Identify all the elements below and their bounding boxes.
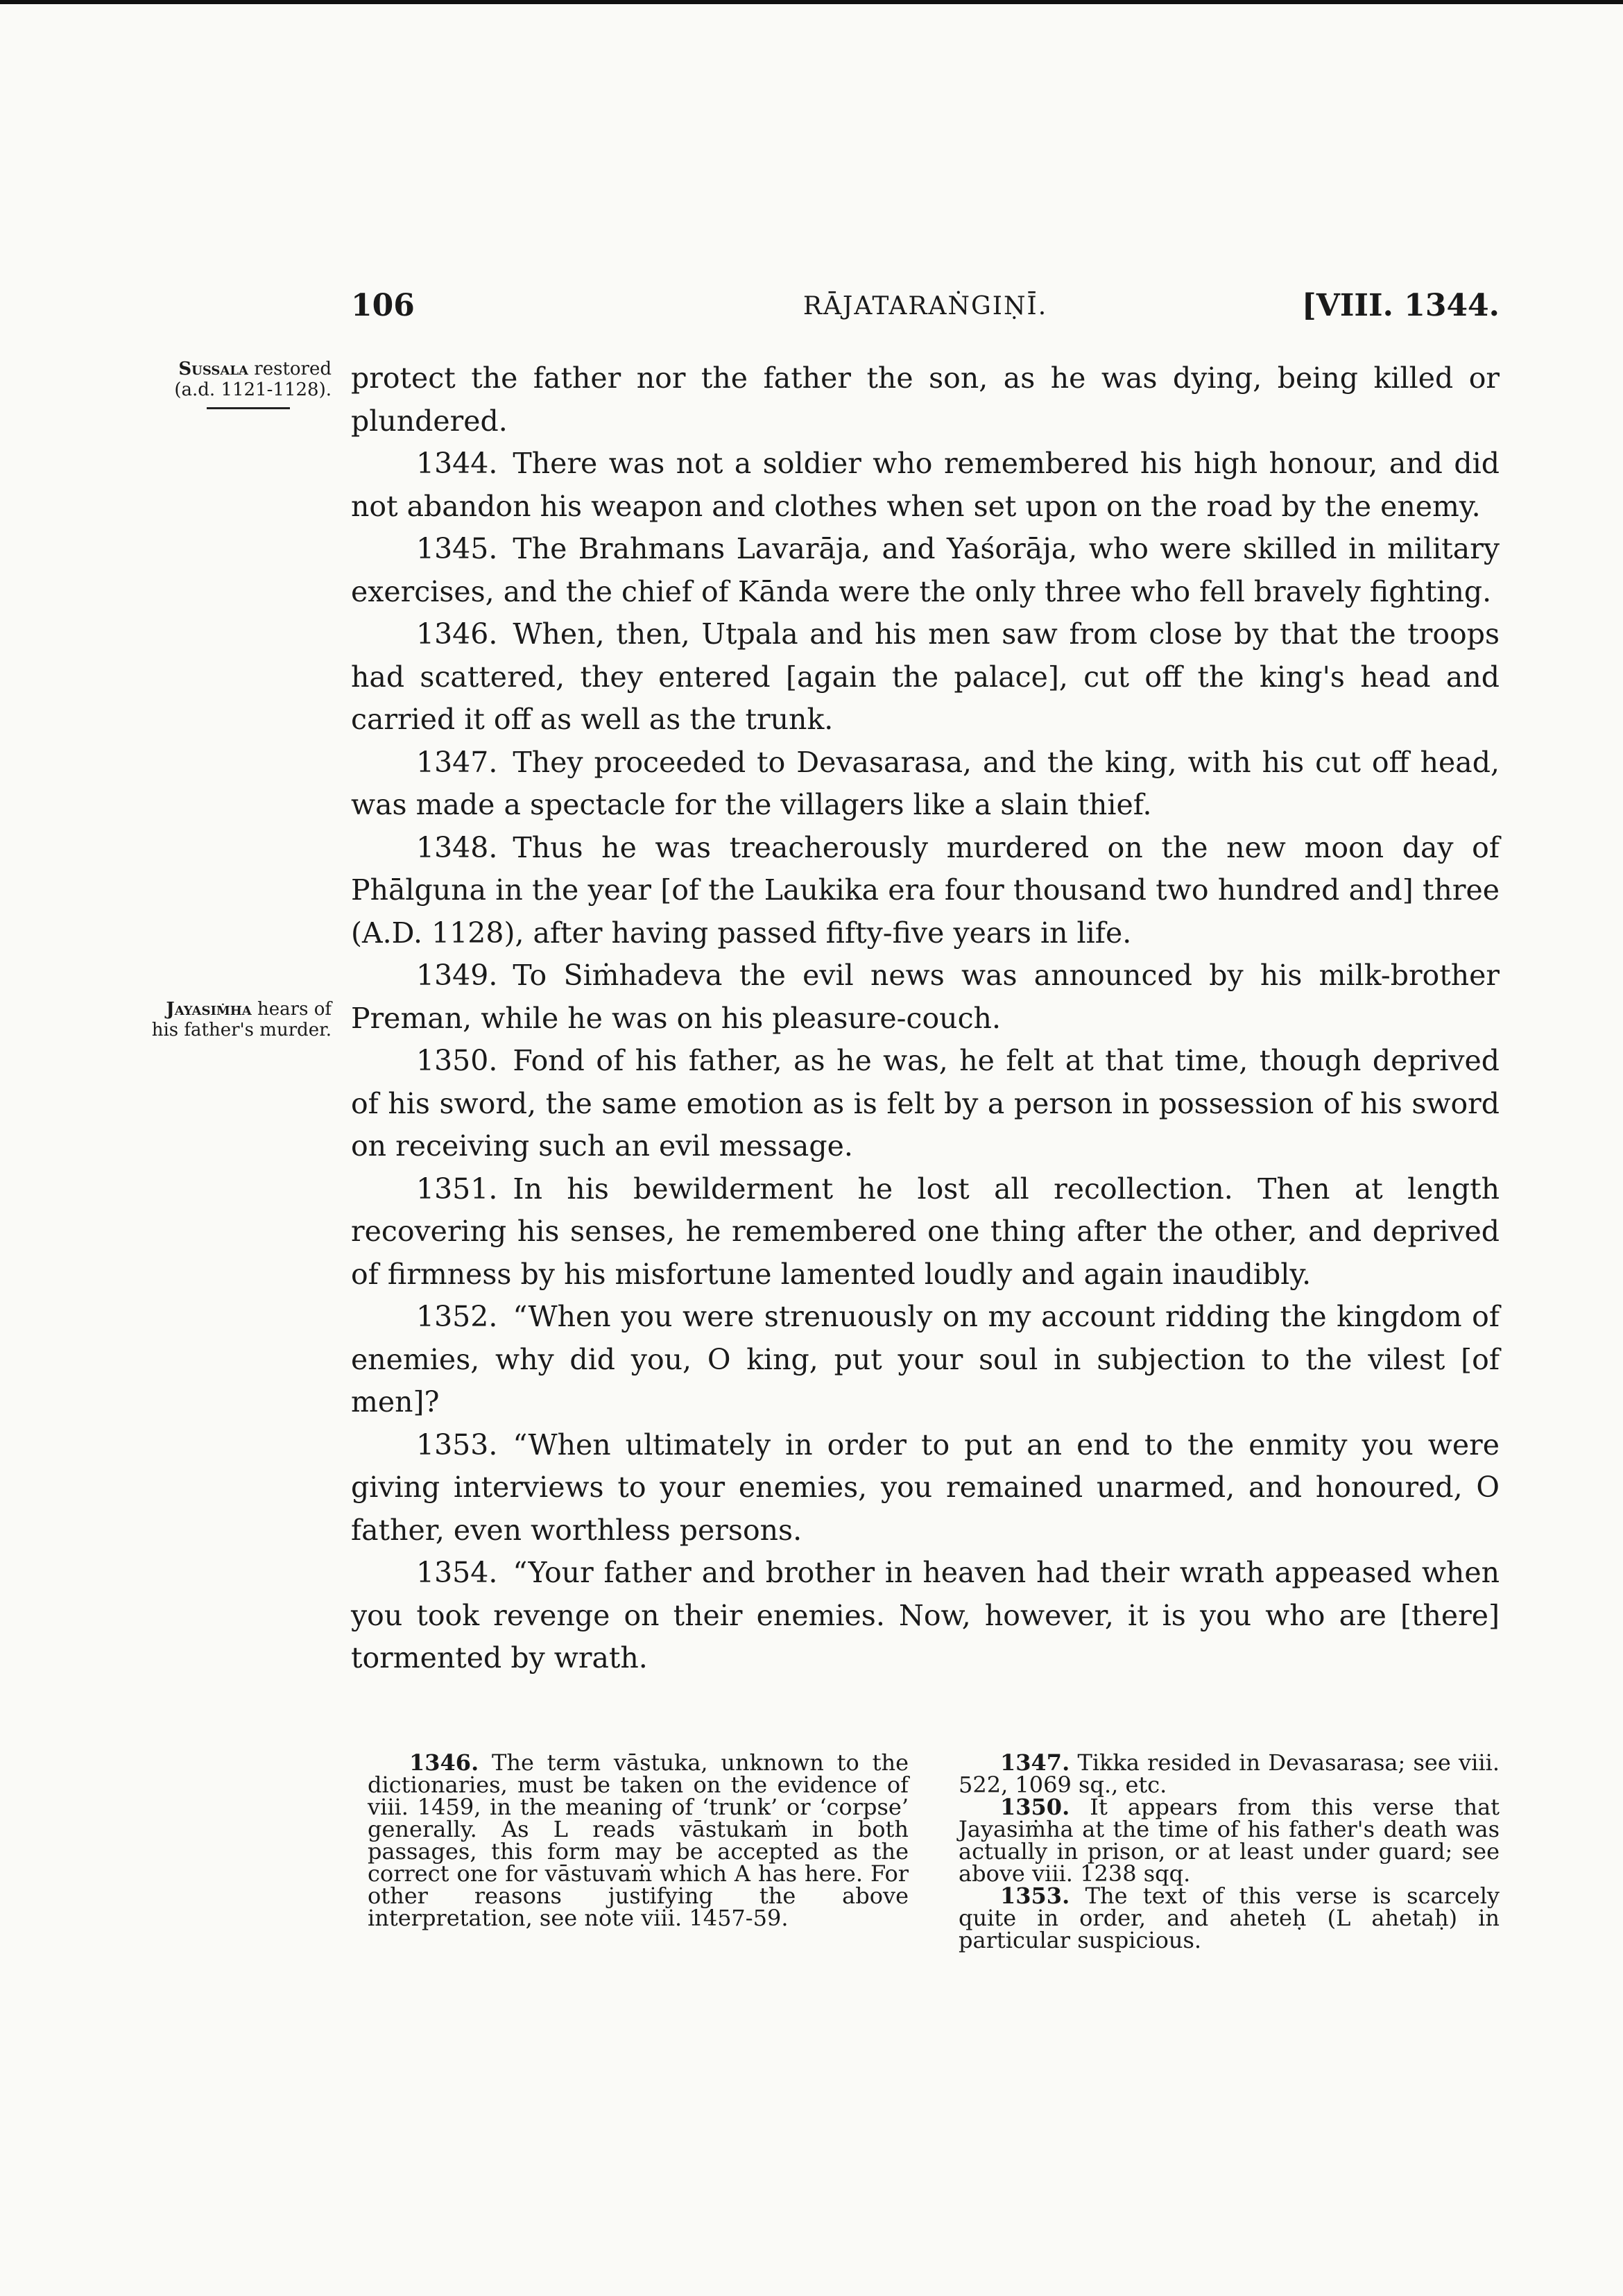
margin-note-jayasimha [117, 999, 332, 1040]
verse-number: 1349. [416, 959, 498, 992]
verse-number: 1353. [416, 1428, 498, 1462]
verse-text: The Brahmans Lavarāja, and Yaśorāja, who were skilled in military exercises, and the chief of Kānda were the only three who fell bravely fighting. [351, 532, 1500, 608]
verse-number: 1354. [416, 1556, 498, 1589]
footnote-text: The term vāstuka, unknown to the dictionaries, must be taken on the evidence of viii. 1459, in the meaning of ‘trunk’ or ‘corpse’ generally. As L reads vāstukaṁ in both passages, this form may be accepted as the correct one for vāstuvaṁ which A has here. For other reasons justifying the above interpretation, see note viii. 1457-59. [368, 1749, 909, 1931]
verse-number: 1352. [416, 1300, 498, 1333]
verse-1351 [351, 1168, 1500, 1296]
verse-number: 1347. [416, 745, 498, 779]
verse-1354 [351, 1552, 1500, 1680]
section-reference: [VIII. 1344. [1301, 288, 1500, 323]
verse-1347 [351, 742, 1500, 827]
footnote-number: 1353. [1000, 1883, 1070, 1909]
verse-number: 1344. [416, 447, 498, 480]
footnote-1346 [368, 1751, 909, 1929]
verse-text: “When you were strenuously on my account ridding the kingdom of enemies, why did you, O king, put your soul in subjection to the vilest [of men]? [351, 1300, 1500, 1419]
footnote-text: The text of this verse is scarcely quite in order, and aheteḥ (L ahetaḥ) in particular suspicious. [959, 1883, 1500, 1953]
verse-text: There was not a soldier who remembered his high honour, and did not abandon his weapon and clothes when set upon on the road by the enemy. [351, 447, 1500, 523]
margin-note-text: hears of [251, 999, 332, 1020]
footnote-1353 [959, 1885, 1500, 1951]
main-text-body [351, 357, 1500, 1680]
verse-number: 1348. [416, 830, 498, 864]
footnotes [368, 1751, 1500, 1951]
verse-number: 1345. [416, 532, 498, 565]
footnote-1350 [959, 1796, 1500, 1885]
verse-text: To Siṁhadeva the evil news was announced by his milk-brother Preman, while he was on his pleasure-couch. [351, 959, 1500, 1035]
footnote-number: 1347. [1000, 1749, 1070, 1776]
verse-text: Fond of his father, as he was, he felt at that time, though deprived of his sword, the same emotion as is felt by a person in possession of his sword on receiving such an evil message. [351, 1044, 1500, 1163]
running-title: RĀJATARAṄGIṆĪ. [802, 292, 1048, 320]
page-number: 106 [351, 288, 415, 323]
verse-number: 1350. [416, 1044, 498, 1077]
footnote-number: 1346. [409, 1749, 479, 1776]
footnote-1347 [959, 1751, 1500, 1796]
verse-text: They proceeded to Devasarasa, and the king, with his cut off head, was made a spectacle for the villagers like a slain thief. [351, 745, 1500, 821]
page-header [351, 288, 1500, 329]
verse-text: When, then, Utpala and his men saw from close by that the troops had scattered, they entered [again the palace], cut off the king's head and carried it off as well as the trunk. [351, 617, 1500, 736]
verse-1349 [351, 954, 1500, 1040]
footnote-column-right [959, 1751, 1500, 1951]
margin-note-sussala [117, 359, 332, 409]
verse-text: “Your father and brother in heaven had their wrath appeased when you took revenge on their enemies. Now, however, it is you who are [there] tormented by wrath. [351, 1556, 1500, 1674]
verse-number: 1351. [416, 1172, 498, 1206]
verse-1348 [351, 827, 1500, 955]
footnote-number: 1350. [1000, 1794, 1070, 1820]
verse-number: 1346. [416, 617, 498, 651]
margin-note-line2: his father's murder. [151, 1020, 332, 1040]
verse-1346 [351, 613, 1500, 742]
margin-note-caps: Sussala [178, 359, 249, 379]
footnote-column-left [368, 1751, 909, 1951]
margin-note-rule [207, 407, 290, 409]
verse-1350 [351, 1040, 1500, 1168]
verse-1345 [351, 528, 1500, 613]
margin-note-dates: (a.d. 1121-1128). [174, 379, 332, 400]
verse-1353 [351, 1424, 1500, 1552]
top-border-rule [0, 0, 1623, 4]
footnote-text: Tikka resided in Devasarasa; see viii. 522, 1069 sq., etc. [959, 1749, 1500, 1798]
verse-text: “When ultimately in order to put an end to the enmity you were giving interviews to your enemies, you remained unarmed, and honoured, O father, even worthless persons. [351, 1428, 1500, 1547]
continuation-paragraph: protect the father nor the father the son, as he was dying, being killed or plundered. [351, 361, 1500, 438]
verse-1344 [351, 443, 1500, 528]
margin-note-text: restored [248, 359, 332, 379]
margin-note-caps: Jayasiṁha [166, 999, 252, 1020]
footnote-text: It appears from this verse that Jayasiṁha at the time of his father's death was actually in prison, or at least under guard; see above viii. 1238 sqq. [959, 1794, 1500, 1887]
verse-1352 [351, 1296, 1500, 1424]
verse-text: In his bewilderment he lost all recollection. Then at length recovering his senses, he remembered one thing after the other, and deprived of firmness by his misfortune lamented loudly and again inaudibly. [351, 1172, 1500, 1291]
verse-text: Thus he was treacherously murdered on the new moon day of Phālguna in the year [of the Laukika era four thousand two hundred and] three (A.D. 1128), after having passed fifty-five years in life. [351, 830, 1500, 950]
